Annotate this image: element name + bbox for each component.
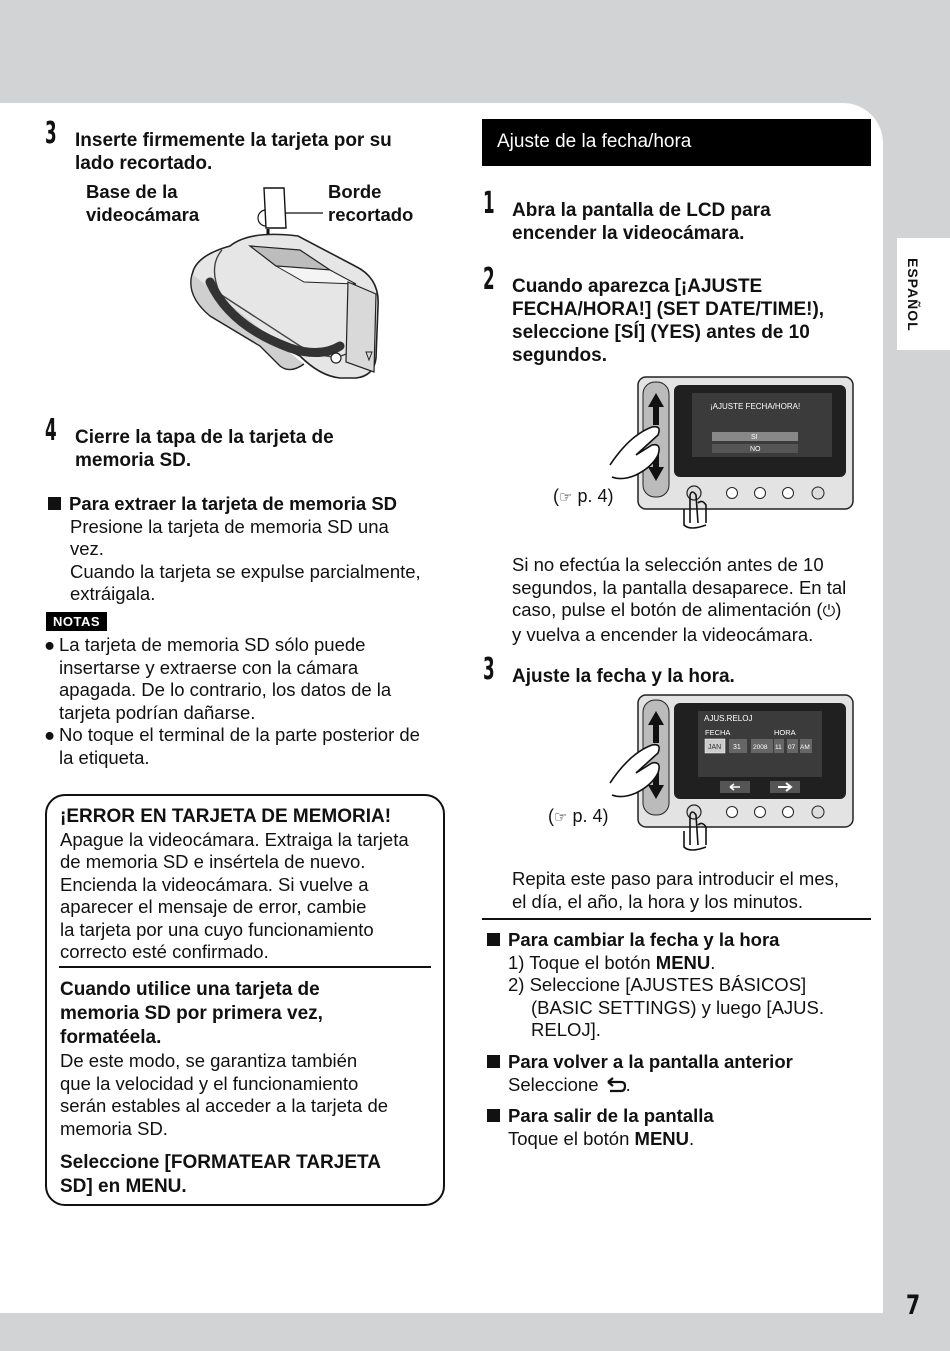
bullet-dot-icon: ●	[44, 634, 56, 655]
section-divider	[482, 918, 871, 920]
note-line: La tarjeta de memoria SD sólo puede	[59, 634, 366, 655]
menu-keyword: MENU	[634, 1127, 690, 1149]
error-line: Apague la videocámara. Extraiga la tarjeta	[60, 828, 409, 850]
square-bullet-icon	[487, 1109, 500, 1122]
format-line: que la velocidad y el funcionamiento	[60, 1072, 359, 1094]
step-4-text	[75, 426, 334, 472]
note-line: y vuelva a encender la videocámara.	[512, 623, 814, 645]
step-4-number: 4	[45, 413, 57, 448]
step-3-number: 3	[45, 116, 57, 151]
date-column-label: FECHA	[705, 728, 731, 737]
error-box-divider	[59, 966, 431, 968]
exit-section	[487, 1105, 867, 1150]
error-line: de memoria SD e insértela de nuevo.	[60, 851, 366, 872]
menu-button-icon	[812, 806, 824, 818]
step-2-line: Cuando aparezca [¡AJUSTE	[512, 276, 763, 297]
month-value: JAN	[708, 744, 722, 751]
screen-title: AJUS.RELOJ	[704, 714, 753, 723]
change-date-step-1: 1) Toque el botón	[508, 951, 656, 973]
language-tab-label: ESPAÑOL	[905, 258, 921, 332]
hand-pointer-icon: ☞	[554, 809, 568, 826]
error-line: Encienda la videocámara. Si vuelve a	[60, 873, 369, 895]
step-3-note	[512, 868, 872, 913]
menu-keyword: MENU	[655, 951, 711, 973]
year-value: 2008	[753, 744, 768, 751]
back-return-icon	[604, 1077, 626, 1093]
punctuation: .	[710, 951, 716, 973]
page-reference: (☞ p. 4)	[553, 486, 614, 506]
change-date-heading: Para cambiar la fecha y la hora	[508, 929, 780, 950]
remove-card-heading: Para extraer la tarjeta de memoria SD	[69, 493, 398, 514]
lcd-diagram-clock-set	[540, 693, 860, 863]
format-heading-line: memoria SD por primera vez,	[60, 1003, 323, 1024]
format-card-section	[60, 978, 440, 1199]
format-line: De este modo, se garantiza también	[60, 1050, 358, 1071]
punctuation: .	[689, 1127, 695, 1149]
page-reference-text: p. 4	[577, 486, 608, 506]
note-line: Si no efectúa la selección antes de 10	[512, 554, 824, 575]
note-line: caso, pulse el botón de alimentación (	[512, 599, 823, 620]
note-item	[44, 634, 449, 724]
notes-badge: NOTAS	[46, 612, 107, 631]
change-date-step-2: 2) Seleccione [AJUSTES BÁSICOS]	[508, 974, 807, 995]
error-line: correcto esté confirmado.	[60, 941, 269, 962]
screen-title: ¡AJUSTE FECHA/HORA!	[710, 402, 801, 411]
step-2-line: seleccione [SÍ] (YES) antes de 10	[512, 322, 810, 343]
exit-heading: Para salir de la pantalla	[508, 1105, 714, 1126]
label-line: videocámara	[86, 203, 200, 225]
option-yes-label: SI	[751, 434, 758, 441]
page-reference: (☞ p. 4)	[548, 806, 609, 826]
step-2-number: 2	[483, 262, 495, 297]
step-3-right-text: Ajuste la fecha y la hora.	[512, 666, 735, 687]
change-date-step-2: (BASIC SETTINGS) y luego [AJUS.	[531, 996, 824, 1018]
hour-value: 11	[775, 744, 782, 751]
note-item	[44, 724, 449, 769]
bullet-dot-icon: ●	[44, 724, 56, 745]
day-value: 31	[733, 744, 741, 751]
note-line: insertarse y extraerse con la cámara	[59, 656, 359, 678]
step-2-line: segundos.	[512, 345, 608, 366]
time-column-label: HORA	[774, 728, 796, 737]
format-instruction-line: Seleccione [FORMATEAR TARJETA	[60, 1152, 381, 1173]
note-line: No toque el terminal de la parte posterior de	[59, 724, 420, 745]
step-3-line: Inserte firmemente la tarjeta por su	[75, 130, 392, 151]
step-1-number: 1	[483, 186, 495, 221]
menu-button-icon	[812, 487, 824, 499]
back-section	[487, 1051, 867, 1096]
ampm-value: AM	[800, 744, 810, 751]
square-bullet-icon	[48, 497, 61, 510]
hand-pointer-icon: ☞	[559, 489, 573, 506]
step-1-line: encender la videocámara.	[512, 223, 745, 244]
power-icon: ⏻	[822, 603, 836, 620]
remove-card-line: Presione la tarjeta de memoria SD una	[70, 515, 389, 537]
label-line: recortado	[328, 203, 414, 225]
label-line: Base de la	[86, 181, 178, 202]
error-line: aparecer el mensaje de error, cambie	[60, 896, 367, 917]
format-line: memoria SD.	[60, 1117, 168, 1139]
back-instruction: Seleccione	[508, 1073, 604, 1095]
camcorder-illustration	[180, 186, 390, 386]
remove-card-line: Cuando la tarjeta se expulse parcialmente,	[70, 560, 421, 582]
option-no-label: NO	[750, 446, 761, 453]
notes-list	[44, 634, 449, 769]
remove-card-line: extráigala.	[70, 583, 156, 604]
format-heading-line: formatéela.	[60, 1027, 162, 1048]
note-line: apagada. De lo contrario, los datos de la	[59, 679, 392, 700]
format-heading-line: Cuando utilice una tarjeta de	[60, 979, 320, 1000]
step-4-line: memoria SD.	[75, 450, 192, 471]
step-2-note	[512, 554, 872, 646]
remove-card-line: vez.	[70, 538, 104, 559]
step-4-line: Cierre la tapa de la tarjeta de	[75, 427, 334, 448]
error-line: la tarjeta por una cuyo funcionamiento	[60, 918, 374, 940]
note-line: )	[835, 599, 842, 620]
step-2-line: FECHA/HORA!] (SET DATE/TIME!),	[512, 299, 825, 320]
step-3-line: lado recortado.	[75, 153, 213, 174]
format-instruction-line: SD] en MENU.	[60, 1176, 187, 1197]
remove-card-section	[48, 493, 448, 606]
section-title-bar	[482, 119, 871, 166]
error-box-content	[60, 806, 440, 964]
sd-card-icon	[264, 188, 286, 228]
note-line: la etiqueta.	[59, 746, 150, 768]
step-3-right-number: 3	[483, 652, 495, 687]
note-line: el día, el año, la hora y los minutos.	[512, 890, 804, 912]
language-tab	[897, 238, 950, 350]
page-number: 7	[906, 1290, 921, 1321]
minute-value: 07	[788, 744, 796, 751]
step-1-text	[512, 199, 771, 245]
punctuation: .	[625, 1073, 631, 1095]
step-3-text	[75, 129, 392, 175]
format-line: serán estables al acceder a la tarjeta de	[60, 1095, 389, 1116]
square-bullet-icon	[487, 1055, 500, 1068]
square-bullet-icon	[487, 933, 500, 946]
exit-instruction: Toque el botón	[508, 1127, 635, 1149]
change-date-section	[487, 929, 867, 1042]
error-title: ¡ERROR EN TARJETA DE MEMORIA!	[60, 806, 392, 827]
note-line: segundos, la pantalla desaparece. En tal	[512, 576, 847, 598]
back-heading: Para volver a la pantalla anterior	[508, 1051, 793, 1072]
step-2-text	[512, 275, 824, 367]
change-date-step-2: RELOJ].	[531, 1019, 601, 1040]
note-line: tarjeta podrían dañarse.	[59, 701, 256, 723]
note-line: Repita este paso para introducir el mes,	[512, 868, 840, 889]
label-line: Borde	[328, 181, 382, 202]
step-1-line: Abra la pantalla de LCD para	[512, 200, 771, 221]
section-title: Ajuste de la fecha/hora	[497, 131, 692, 152]
page-reference-text: p. 4	[572, 806, 603, 826]
